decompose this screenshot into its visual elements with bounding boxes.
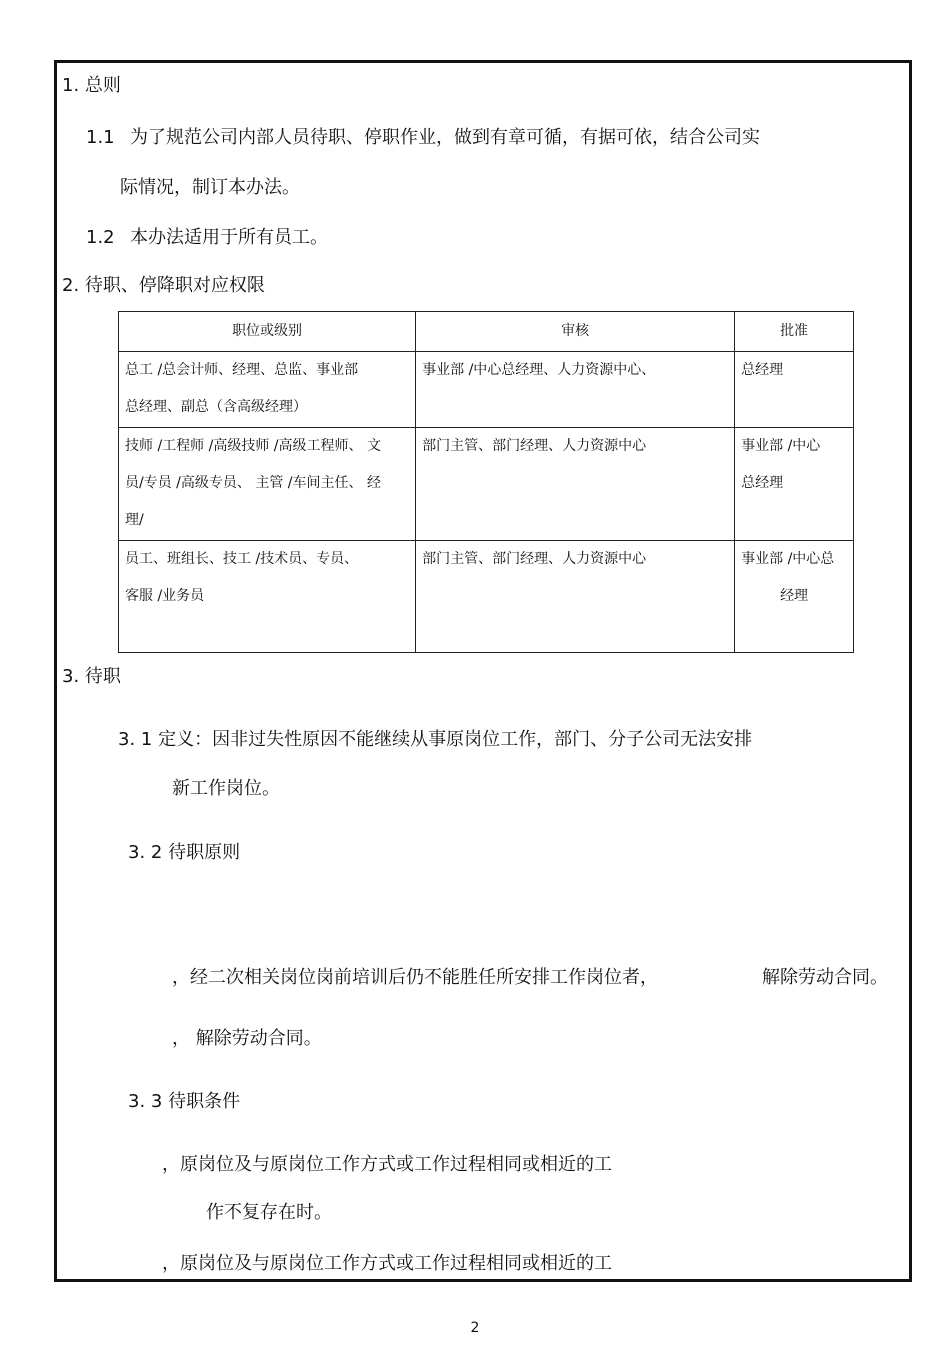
item-1-1-line1: 为了规范公司内部人员待职、停职作业，做到有章可循，有据可依，结合公司实 (130, 127, 760, 148)
item-1-1-line2: 际情况，制订本办法。 (120, 177, 300, 198)
section3-heading: 3. 待职 (62, 666, 121, 687)
table-row (119, 352, 854, 428)
condition-heading: 3. 3 待职条件 (128, 1091, 241, 1112)
cell-text: 总经理 (741, 475, 784, 491)
table-header-row (119, 312, 854, 352)
cell-text: 技师 /工程师 /高级技师 /高级工程师、 文 (125, 438, 381, 454)
cell-approve (735, 352, 854, 428)
page-number: 2 (470, 1320, 480, 1336)
item-1-1-number: 1.1 (86, 127, 115, 148)
cell-text: 事业部 /中心 (741, 438, 821, 454)
header-position: 职位或级别 (119, 312, 416, 352)
condition2-line1: ，原岗位及与原岗位工作方式或工作过程相同或相近的工 (162, 1253, 612, 1274)
definition-line1: 3. 1 定义：因非过失性原因不能继续从事原岗位工作，部门、分子公司无法安排 (118, 729, 753, 750)
condition1-line1: ，原岗位及与原岗位工作方式或工作过程相同或相近的工 (162, 1154, 612, 1175)
cell-text: 部门主管、部门经理、人力资源中心 (422, 438, 647, 454)
section1-heading: 1. 总则 (62, 75, 121, 96)
cell-text: 总工 /总会计师、经理、总监、事业部 (125, 362, 359, 378)
cell-position (119, 428, 416, 541)
principle-line1: ，经二次相关岗位岗前培训后仍不能胜任所安排工作岗位者， (172, 967, 658, 988)
condition1-line2: 作不复存在时。 (206, 1202, 332, 1223)
cell-review (416, 428, 735, 541)
cell-review (416, 352, 735, 428)
header-review: 审核 (416, 312, 735, 352)
cell-text: 理/ (125, 512, 144, 528)
cell-text: 经理 (780, 588, 809, 604)
definition-line2: 新工作岗位。 (172, 778, 280, 799)
cell-position (119, 541, 416, 653)
cell-approve (735, 428, 854, 541)
cell-review (416, 541, 735, 653)
cell-text: 部门主管、部门经理、人力资源中心 (422, 551, 647, 567)
table-row (119, 428, 854, 541)
authority-table (118, 311, 854, 653)
principle-line1-end: 解除劳动合同。 (762, 967, 888, 988)
cell-approve (735, 541, 854, 653)
cell-text: 事业部 /中心总 (741, 551, 835, 567)
cell-text: 事业部 /中心总经理、人力资源中心、 (422, 362, 656, 378)
cell-position (119, 352, 416, 428)
cell-text: 员/专员 /高级专员、 主管 /车间主任、 经 (125, 475, 381, 491)
item-1-2-text: 本办法适用于所有员工。 (130, 227, 328, 248)
cell-text: 客服 /业务员 (125, 588, 205, 604)
header-approve: 批准 (735, 312, 854, 352)
principle-line2: ， 解除劳动合同。 (172, 1028, 322, 1049)
cell-text: 总经理、副总（含高级经理） (125, 399, 307, 415)
item-1-2-number: 1.2 (86, 227, 115, 248)
table-row (119, 541, 854, 653)
section2-heading: 2. 待职、停降职对应权限 (62, 275, 265, 296)
cell-text: 员工、班组长、技工 /技术员、专员、 (125, 551, 359, 567)
cell-text: 总经理 (741, 362, 784, 378)
principle-heading: 3. 2 待职原则 (128, 842, 241, 863)
